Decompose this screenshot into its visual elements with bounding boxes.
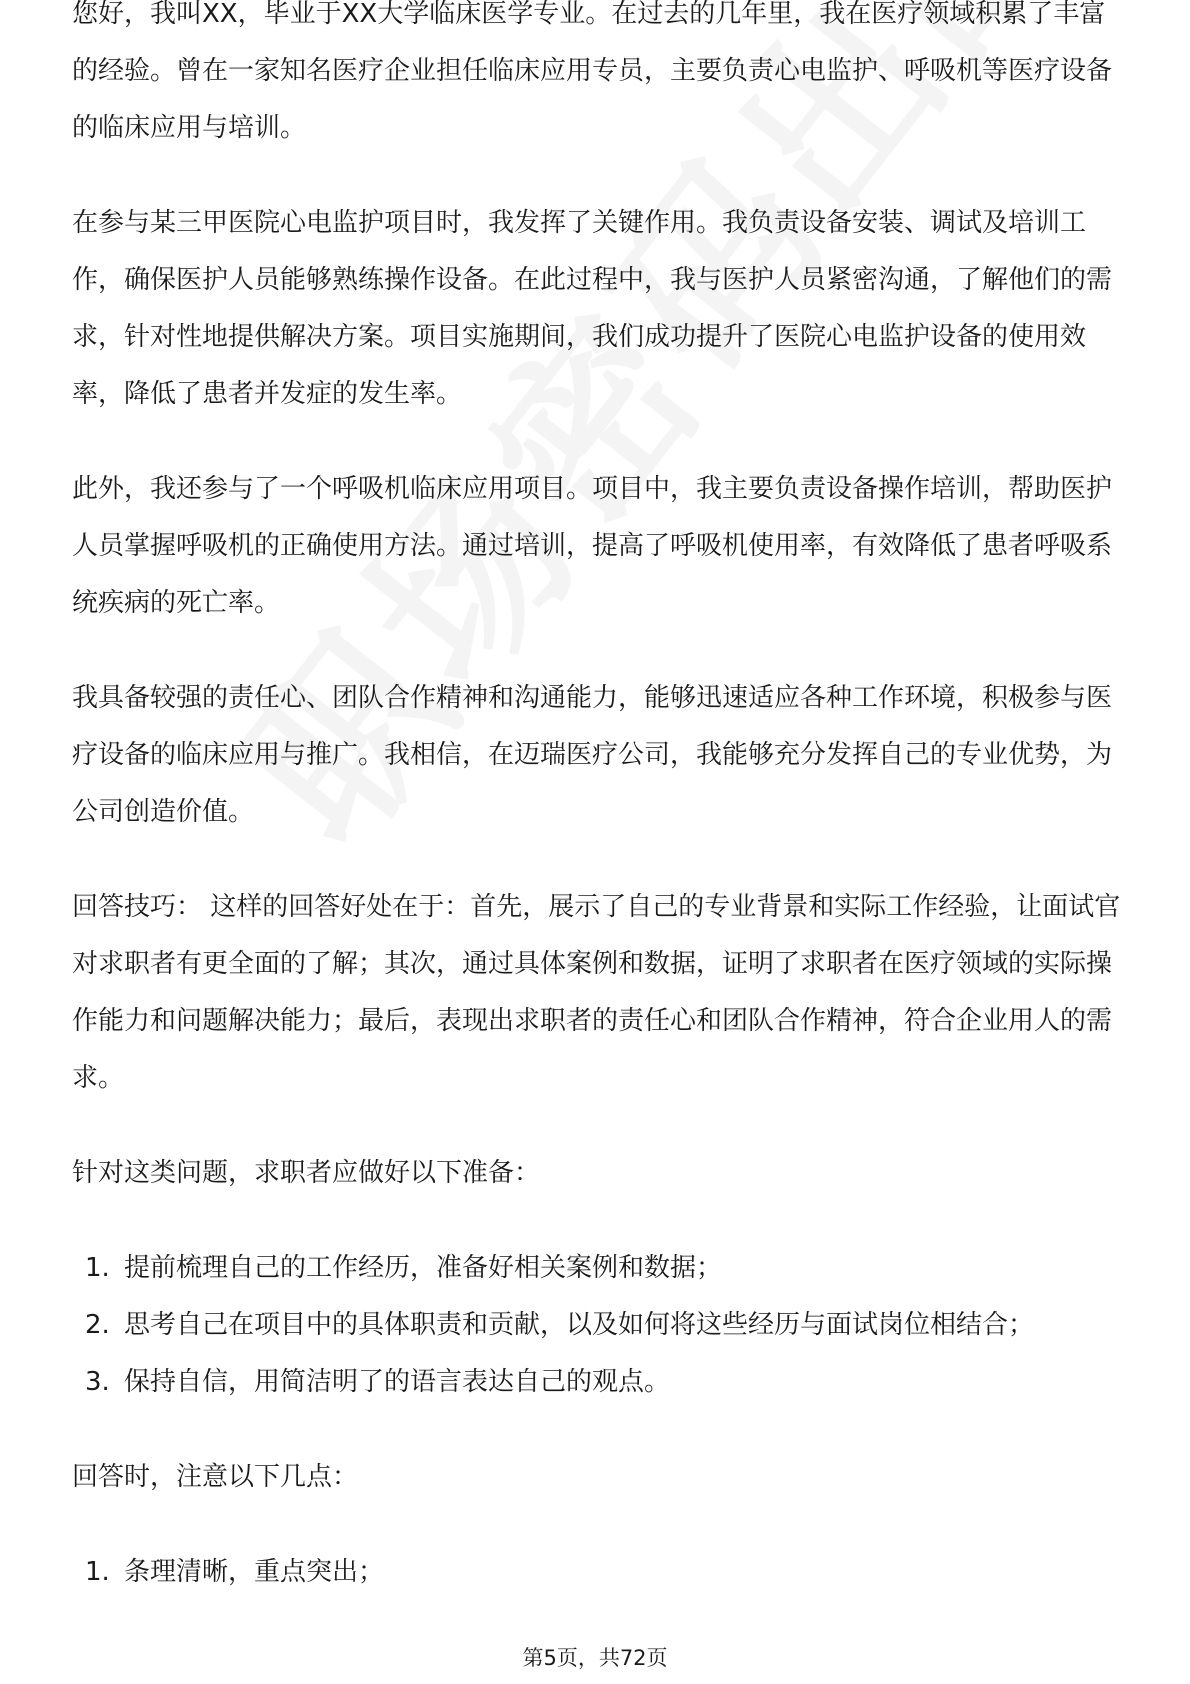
list-item-text: 思考自己在项目中的具体职责和贡献，以及如何将这些经历与面试岗位相结合； — [124, 1310, 1035, 1340]
list-item-text: 条理清晰，重点突出； — [124, 1557, 385, 1587]
preparation-list — [72, 1240, 1122, 1411]
list-item-number: 3. — [85, 1367, 110, 1397]
list-item — [72, 1240, 1114, 1297]
paragraph-preparation-intro: 针对这类问题，求职者应做好以下准备： — [72, 1158, 541, 1188]
paragraph-ecg-project: 在参与某三甲医院心电监护项目时，我发挥了关键作用。我负责设备安装、调试及培训工作，确保医护人员能够熟练操作设备。在此过程中，我与医护人员紧密沟通，了解他们的需求，针对性地提供解决方案。项目实施期间，我们成功提升了医院心电监护设备的使用效率，降低了患者并发症的发生率。 — [72, 208, 1113, 409]
page-content — [72, 0, 1122, 1639]
list-item-text: 保持自信，用简洁明了的语言表达自己的观点。 — [124, 1367, 671, 1397]
list-item — [72, 1297, 1114, 1354]
list-item-number: 1. — [85, 1253, 110, 1283]
list-item-number: 2. — [85, 1310, 110, 1340]
answer-notes-list — [72, 1544, 1122, 1601]
paragraph-intro: 您好，我叫XX，毕业于XX大学临床医学专业。在过去的几年里，我在医疗领域积累了丰富的经验。曾在一家知名医疗企业担任临床应用专员，主要负责心电监护、呼吸机等医疗设备的临床应用与培训。 — [72, 0, 1113, 143]
paragraph-strengths: 我具备较强的责任心、团队合作精神和沟通能力，能够迅速适应各种工作环境，积极参与医疗设备的临床应用与推广。我相信，在迈瑞医疗公司，我能够充分发挥自己的专业优势，为公司创造价值。 — [72, 683, 1113, 827]
list-item-number: 1. — [85, 1557, 110, 1587]
list-item — [72, 1544, 1114, 1601]
list-item-text: 提前梳理自己的工作经历，准备好相关案例和数据； — [124, 1253, 723, 1283]
page-number-footer: 第5页，共72页 — [522, 1646, 668, 1670]
list-item — [72, 1354, 1114, 1411]
paragraph-answer-tips: 回答技巧： 这样的回答好处在于：首先，展示了自己的专业背景和实际工作经验，让面试官对求职者有更全面的了解；其次，通过具体案例和数据，证明了求职者在医疗领域的实际操作能力和问题解决能力；最后，表现出求职者的责任心和团队合作精神，符合企业用人的需求。 — [72, 892, 1121, 1093]
paragraph-ventilator-project: 此外，我还参与了一个呼吸机临床应用项目。项目中，我主要负责设备操作培训，帮助医护人员掌握呼吸机的正确使用方法。通过培训，提高了呼吸机使用率，有效降低了患者呼吸系统疾病的死亡率。 — [72, 474, 1113, 618]
paragraph-answer-notes-intro: 回答时，注意以下几点： — [72, 1462, 359, 1492]
